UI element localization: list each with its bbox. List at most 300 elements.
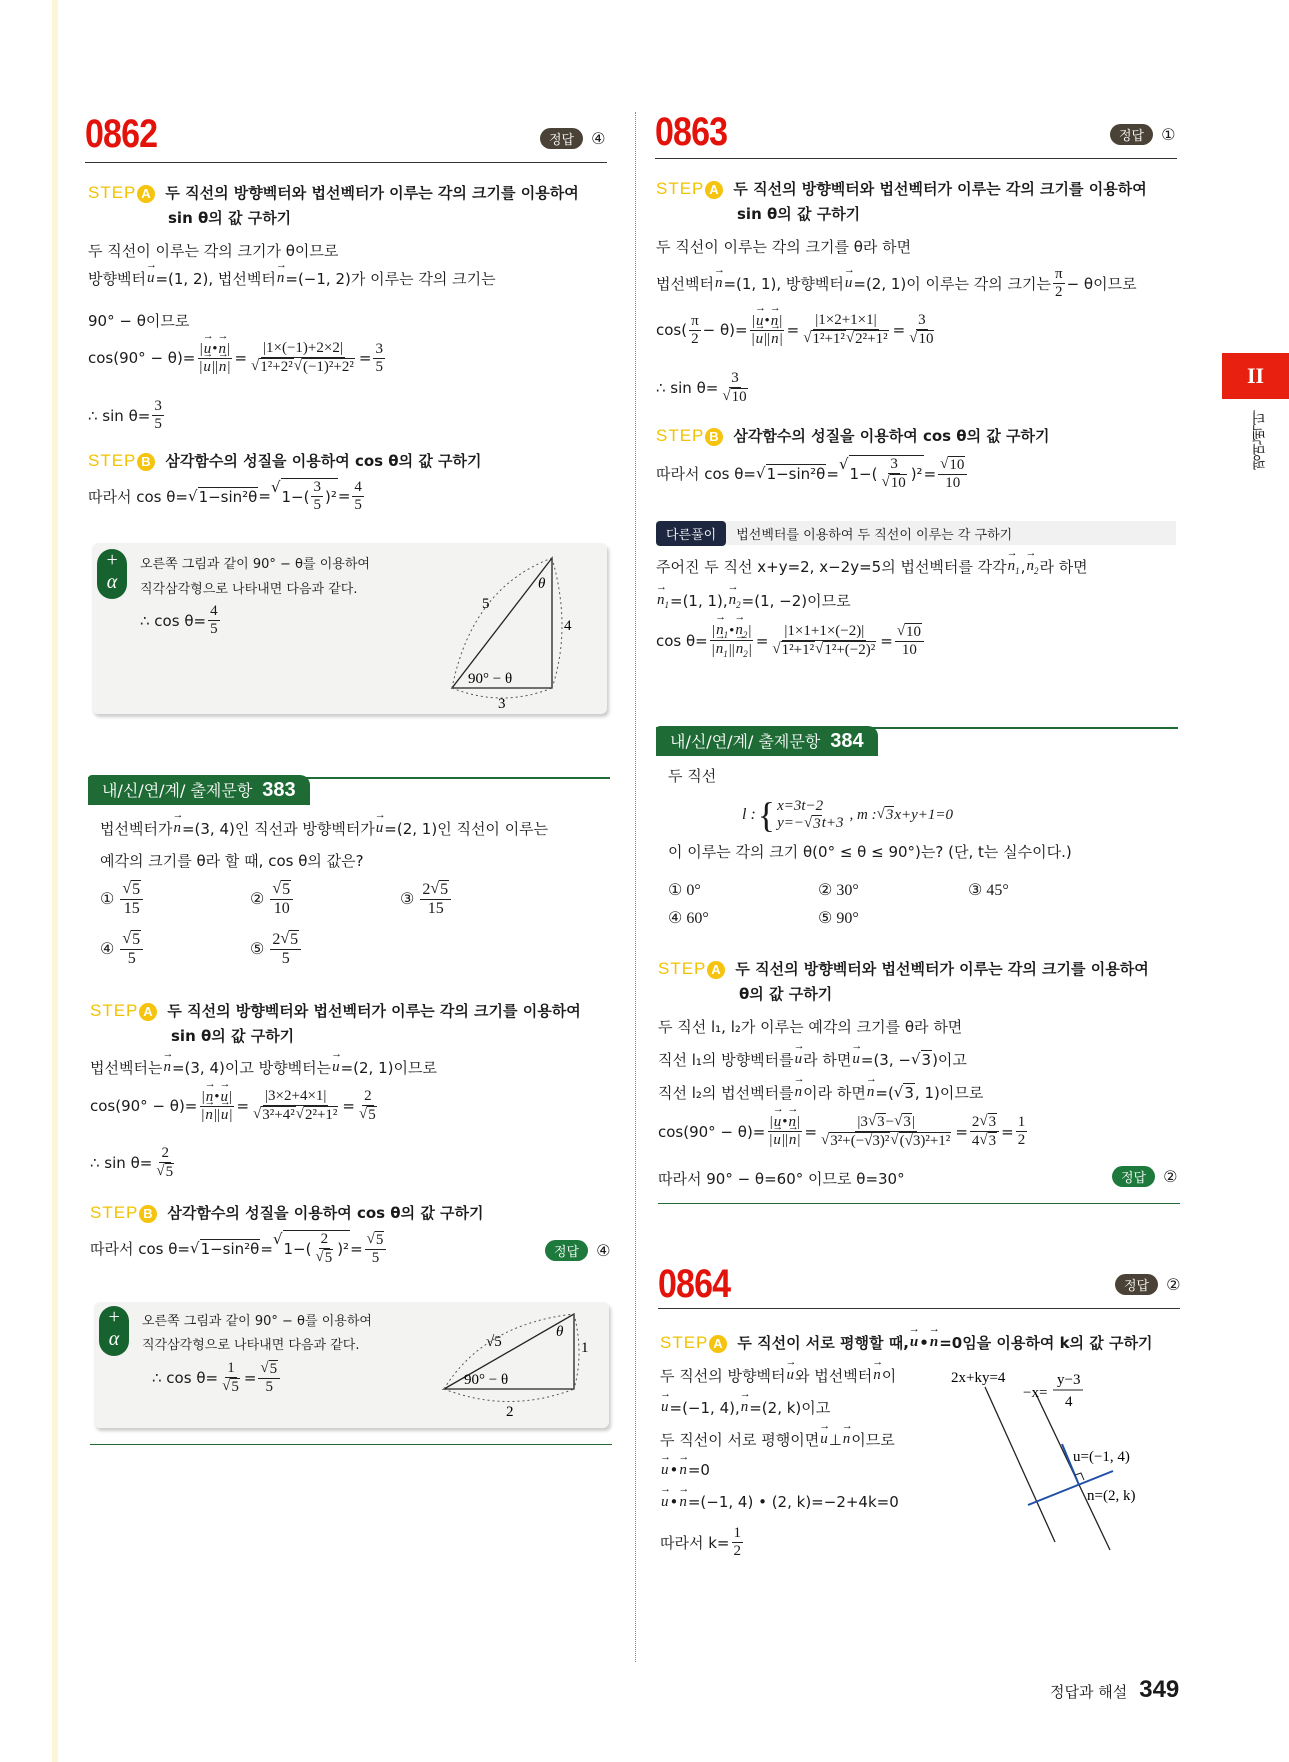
eq-text: |1×(−1)+2×2| (263, 340, 343, 356)
eq-text: )² (337, 1240, 350, 1259)
square-root (868, 1113, 886, 1131)
radicand (876, 1113, 886, 1131)
square-root (877, 806, 895, 824)
eq-text: 5 (324, 1250, 333, 1267)
solution-equation (90, 1145, 178, 1182)
footer-label: 정답과 해설 (1050, 1683, 1128, 1701)
eq-text: =(2, 1)이 이루는 각의 크기는 (853, 275, 1051, 294)
fraction-numerator (365, 1231, 387, 1250)
hyp-label: 5 (482, 596, 490, 612)
tip-text: 직각삼각형으로 나타내면 다음과 같다. (140, 582, 358, 597)
system-eq (777, 798, 843, 815)
radicand (131, 880, 141, 899)
answer-label: 정답 (1110, 124, 1153, 145)
dashed-arc (444, 1389, 574, 1402)
radicand (165, 1163, 175, 1181)
vector: → u (660, 1462, 670, 1479)
fraction (251, 1088, 340, 1125)
vector: → n (770, 313, 780, 330)
eq-text: )이고 (932, 1051, 967, 1069)
eq-text: 2 (733, 1543, 741, 1560)
eq-text: || (764, 330, 771, 347)
choice-4: ④ 60° (668, 910, 709, 927)
eq-text: | (227, 358, 231, 375)
fraction (208, 603, 220, 639)
square-root (979, 1113, 997, 1131)
vector-subscript: 2 (736, 599, 741, 610)
eq-text: 2 (1017, 1132, 1026, 1149)
step-title-cont (168, 207, 291, 228)
solution-equation (656, 622, 926, 660)
eq-text: 5 (231, 1379, 239, 1396)
choice-1 (100, 880, 145, 919)
eq-text: =(−1, 4) • (2, k)=−2+4k=0 (687, 1493, 899, 1511)
eq-text: = (337, 487, 351, 506)
step-title: 두 직선의 방향벡터와 법선벡터가 이루는 각의 크기를 이용하여 (733, 180, 1147, 198)
vector: → n (842, 1431, 852, 1448)
radicand (849, 455, 924, 493)
radical-sign: √ (122, 880, 132, 897)
line-2-denominator: 4 (1065, 1394, 1073, 1410)
eq-text: 5 (375, 1231, 384, 1248)
fraction (365, 1231, 387, 1268)
square-root (272, 880, 291, 899)
fraction-denominator (313, 1249, 335, 1267)
eq-text: = (892, 321, 906, 340)
radicand (905, 623, 922, 641)
solution-equation (660, 1525, 745, 1561)
fraction (154, 1145, 176, 1182)
square-root (315, 1249, 333, 1267)
choice-2 (250, 880, 295, 919)
eq-text: 2 (1055, 284, 1063, 301)
eq-text: 두 직선 (668, 767, 717, 785)
vector: → n (162, 1059, 172, 1076)
square-root (359, 1106, 377, 1124)
fraction (373, 341, 385, 377)
fraction (152, 398, 164, 434)
chapter-tab-label: 평면벡터 (1250, 410, 1268, 470)
fraction-numerator (263, 1088, 328, 1106)
eq-text: 따라서 cos θ= (656, 465, 756, 484)
eq-text: | (911, 1113, 915, 1130)
eq-text: t+3 (821, 815, 844, 831)
answer-label: 정답 (540, 128, 583, 149)
radicand (283, 1230, 351, 1268)
choice-2: ② 30° (818, 882, 859, 899)
eq-text: 5 (440, 881, 449, 898)
choice-4 (100, 930, 145, 969)
vector: → n (794, 1084, 804, 1101)
eq-text: 1²+1² (812, 331, 845, 348)
fraction (258, 1360, 280, 1397)
eq-text: ∴ sin θ= (88, 406, 151, 425)
radical-sign: √ (190, 1239, 200, 1258)
fraction-numerator (1016, 1114, 1028, 1132)
eq-text: 방향벡터 (88, 270, 146, 288)
fraction-numerator (159, 1145, 171, 1163)
eq-text: 1²+2² (260, 359, 293, 376)
vector: → n (770, 331, 780, 348)
eq-text: 2 (272, 930, 281, 948)
adj-label: 2 (506, 1404, 514, 1420)
eq-text: = (804, 1122, 818, 1141)
vector: → u (851, 1051, 861, 1068)
fraction-denominator (208, 621, 220, 638)
radical-sign: √ (867, 1113, 877, 1129)
solution-equation (656, 455, 969, 493)
vector: → n (929, 1334, 939, 1351)
eq-text: − θ이므로 (1066, 275, 1137, 294)
radicand (829, 1132, 890, 1150)
radical-sign: √ (845, 330, 855, 347)
radical-sign: √ (803, 814, 813, 831)
fraction-denominator (970, 1132, 999, 1150)
step-label (656, 179, 723, 199)
step-a-heading (658, 958, 1149, 979)
radical-sign: √ (815, 640, 824, 657)
square-root (815, 641, 876, 659)
eq-text: 이 (881, 1367, 897, 1385)
eq-text: 3²+(−√3)² (830, 1133, 890, 1150)
eq-text: 1−( (283, 1240, 312, 1259)
eq-text: θ의 값 구하기 (739, 985, 833, 1003)
fraction-numerator (373, 341, 385, 359)
vector: → n (218, 359, 228, 376)
solution-line (656, 556, 1088, 577)
radical-sign: √ (359, 1106, 368, 1123)
step-badge: B (705, 428, 723, 446)
step-badge: B (139, 1205, 157, 1223)
square-root (894, 1083, 915, 1102)
vector: → u (755, 331, 765, 348)
radicand (890, 474, 907, 492)
eq-text: =0 (687, 1461, 710, 1479)
problem-number-0864: 0864 (658, 1262, 731, 1306)
radicand (281, 478, 338, 515)
radical-sign: √ (366, 1230, 375, 1247)
radical-sign: √ (838, 455, 849, 473)
eq-text: =(3, 4)인 직선과 방향벡터가 (181, 820, 375, 838)
eq-text: =(2, 1)인 직선이 이루는 (384, 820, 549, 838)
eq-text: , 1)이므로 (914, 1084, 984, 1102)
fraction (770, 623, 878, 660)
solution-equation (656, 312, 938, 349)
square-root (772, 641, 815, 659)
square-root (156, 1163, 174, 1181)
eq-text: = (234, 349, 248, 368)
eq-text: =( (875, 1083, 894, 1102)
eq-text: x=3t−2 (777, 797, 824, 814)
vector: → u (909, 1334, 919, 1351)
vector-subscript: 2 (743, 649, 748, 660)
radicand (302, 358, 355, 376)
fraction-numerator (888, 456, 900, 474)
eq-text: • (764, 312, 770, 329)
eq-text: 4 (971, 1132, 980, 1149)
radical-sign: √ (756, 464, 766, 483)
fraction (352, 479, 364, 515)
eq-text: 3 (988, 1114, 997, 1130)
answer-0864 (1115, 1274, 1180, 1295)
problem-number-0862: 0862 (85, 112, 158, 156)
step-label (660, 1333, 727, 1353)
section-end-rule (90, 1444, 612, 1445)
eq-text: cos(90° − θ)= (658, 1122, 766, 1141)
eq-text: 이라 하면 (803, 1084, 866, 1102)
radicand (375, 1231, 385, 1249)
step-title: 삼각함수의 성질을 이용하여 cos θ의 값 구하기 (165, 452, 482, 470)
square-root (188, 487, 258, 506)
vector: → u (755, 313, 765, 330)
eq-text: 2²+1² (855, 331, 888, 348)
eq-text: ∴ cos θ= (140, 611, 207, 630)
eq-text: 3 (154, 398, 162, 414)
eq-text: ⑤ (250, 941, 265, 959)
eq-text: 3²+4² (262, 1107, 295, 1124)
step-badge: A (139, 1003, 157, 1021)
fraction (1016, 1114, 1028, 1150)
eq-text: = (923, 464, 937, 483)
fraction-denominator (770, 641, 878, 659)
radicand (230, 1378, 240, 1396)
step-text: STEP (90, 1001, 139, 1020)
fraction-numerator (261, 340, 345, 358)
solution-equation (658, 1113, 1029, 1151)
eq-text: 1²+1² (781, 641, 815, 658)
eq-text: | (769, 1114, 773, 1130)
square-root (804, 815, 822, 833)
square-root (430, 880, 449, 899)
fraction-denominator (154, 1163, 176, 1181)
vector: → $n_1$ (715, 641, 729, 659)
eq-text: = (1001, 1122, 1014, 1141)
answer-value: ② (1166, 1275, 1181, 1294)
eq-text: 두 직선의 방향벡터 (660, 1367, 786, 1385)
dashed-arc (552, 558, 562, 688)
tip-box (92, 543, 607, 714)
eq-text: ⊥ (828, 1430, 842, 1449)
eq-text: 10 (918, 331, 934, 348)
eq-text: − θ)= (702, 321, 748, 340)
fraction (689, 313, 701, 349)
adj-label: 3 (498, 696, 506, 708)
fraction-denominator (264, 1379, 276, 1396)
fraction-numerator (270, 880, 293, 900)
eq-text: 10 (906, 623, 922, 640)
step-title-cont (739, 983, 832, 1004)
square-root (367, 1231, 385, 1249)
fraction (220, 1360, 242, 1397)
solution-line (658, 1049, 967, 1070)
radical-sign: √ (896, 622, 906, 639)
radicand (899, 1132, 952, 1150)
eq-text: =(1, −2)이므로 (741, 592, 851, 610)
eq-text: 5 (354, 496, 362, 513)
fraction-denominator (199, 1107, 234, 1124)
eq-text: • (669, 1493, 679, 1511)
eq-text: 3 (890, 456, 898, 472)
fraction-numerator (689, 313, 701, 331)
eq-text: 5 (282, 881, 291, 898)
fraction-denominator (152, 416, 164, 433)
radical-sign: √ (293, 358, 302, 375)
fraction-numerator (362, 1088, 374, 1106)
square-root (253, 1106, 296, 1124)
fraction-numerator (270, 930, 301, 950)
radicand (948, 456, 965, 474)
title-rule (85, 162, 607, 163)
vector: → u (203, 341, 213, 358)
solution-line (88, 268, 496, 289)
square-root (846, 330, 889, 348)
radicand (766, 464, 827, 483)
eq-text: 이 이루는 각의 크기 θ(0° ≤ θ ≤ 90°)는? (단, t는 실수이다.) (668, 843, 1072, 861)
step-text: STEP (88, 451, 137, 470)
fraction (1053, 266, 1065, 302)
equation-system (742, 797, 953, 833)
radical-sign: √ (272, 880, 282, 897)
fraction (270, 880, 293, 919)
radical-sign: √ (890, 1132, 899, 1149)
fraction-numerator (729, 370, 741, 388)
step-text: STEP (658, 959, 707, 978)
tip-text: 오른쪽 그림과 같이 90° − θ를 이용하여 (142, 1314, 372, 1329)
choice-3: ③ 45° (968, 882, 1009, 899)
fraction-denominator (907, 330, 936, 348)
eq-text: (−1)²+2² (302, 359, 354, 376)
radical-sign: √ (881, 474, 890, 491)
eq-text: 5 (132, 881, 141, 898)
link-problem-header (88, 775, 310, 805)
eq-text: =(2, k)이고 (749, 1399, 831, 1417)
answer-label: 정답 (545, 1240, 588, 1261)
vector: → $n_1$ (656, 592, 670, 610)
eq-text: 따라서 cos θ= (88, 487, 188, 506)
eq-text: 1 (1017, 1114, 1026, 1130)
radicand (261, 1106, 295, 1124)
eq-text: sin θ의 값 구하기 (737, 205, 861, 223)
eq-text: )² (910, 465, 923, 484)
eq-text: 3 (988, 1133, 997, 1150)
answer-value: ② (1163, 1167, 1178, 1186)
eq-text: • (212, 340, 218, 357)
answer-label: 정답 (1112, 1166, 1155, 1187)
title-rule (658, 1308, 1180, 1309)
fraction-denominator (122, 900, 142, 918)
triangle (452, 558, 552, 688)
eq-text: | (199, 340, 203, 357)
eq-text: 3 (885, 807, 894, 823)
eq-text: 따라서 90° − θ=60° 이므로 θ=30° (658, 1170, 905, 1188)
vector: → n (205, 1089, 215, 1106)
step-a-heading (90, 1000, 581, 1021)
radicand (269, 1360, 279, 1378)
radical-sign: √ (222, 1378, 231, 1395)
vector: → u (146, 270, 156, 287)
fraction-denominator (900, 642, 919, 659)
square-root (190, 1239, 260, 1258)
eq-text: 5 (132, 931, 141, 948)
radicand (885, 806, 895, 824)
square-root (894, 1113, 912, 1131)
fraction-numerator (420, 880, 451, 900)
step-label (658, 959, 725, 979)
vector: → u (220, 1089, 230, 1106)
fraction-numerator (225, 1360, 237, 1378)
eq-text: 5 (127, 950, 136, 968)
radicand (281, 880, 291, 899)
solution-line (658, 1168, 905, 1189)
eq-text: x+y+1=0 (894, 806, 953, 823)
step-title: 두 직선의 방향벡터와 법선벡터가 이루는 각의 크기를 이용하여 (167, 1002, 581, 1020)
radicand (198, 487, 259, 506)
fraction (970, 1113, 999, 1151)
fraction-numerator (208, 603, 220, 621)
vector: → n (740, 1399, 750, 1416)
square-root (839, 455, 924, 493)
solution-line (656, 590, 851, 611)
chapter-tab[interactable]: II (1222, 353, 1289, 399)
vector: → n (866, 1084, 876, 1101)
eq-text: =(1, 2), 법선벡터 (155, 270, 276, 288)
fraction-numerator (152, 398, 164, 416)
radicand (731, 388, 748, 406)
eq-text: π (691, 312, 699, 329)
eq-text: | (751, 312, 755, 329)
radical-sign: √ (280, 930, 290, 947)
eq-text: | (201, 1106, 205, 1123)
eq-text: 15 (427, 900, 444, 918)
radical-sign: √ (272, 1230, 283, 1248)
square-root (260, 1360, 278, 1378)
eq-text: 10 (901, 641, 917, 658)
section-end-rule (658, 1203, 1180, 1204)
eq-text: | (797, 1114, 801, 1130)
question-text (100, 850, 364, 871)
eq-text: 3 (904, 1084, 914, 1102)
eq-text: || (213, 1106, 220, 1123)
square-root (803, 330, 846, 348)
eq-text: ∴ sin θ= (656, 379, 719, 398)
solution-line (660, 1461, 710, 1479)
vector-subscript: 1 (1015, 565, 1020, 576)
eq-text: 법선벡터는 (90, 1059, 163, 1077)
eq-text: 2 (320, 1231, 329, 1247)
eq-text: |3×2+4×1| (265, 1088, 327, 1104)
eq-text: 3 (903, 1114, 911, 1130)
vector: → $n_1$ (1007, 558, 1021, 576)
eq-text: 1−sin²θ (766, 465, 826, 484)
eq-text: 2 (161, 1145, 169, 1161)
fraction-denominator (370, 1250, 382, 1267)
square-root (280, 930, 299, 949)
fraction-denominator (272, 900, 292, 918)
dashed-arc (574, 1314, 579, 1389)
radical-sign: √ (188, 486, 198, 505)
radical-sign: √ (270, 478, 281, 496)
eq-text: • (214, 1088, 220, 1105)
eq-text: 2 (691, 330, 699, 347)
fraction (199, 1089, 234, 1125)
eq-text: 2 (364, 1088, 372, 1104)
radical-sign: √ (940, 455, 949, 472)
answer-0862 (540, 128, 605, 149)
radicand (304, 1106, 338, 1124)
radicand (259, 358, 293, 376)
fraction-denominator (720, 388, 749, 406)
step-label (88, 451, 155, 471)
